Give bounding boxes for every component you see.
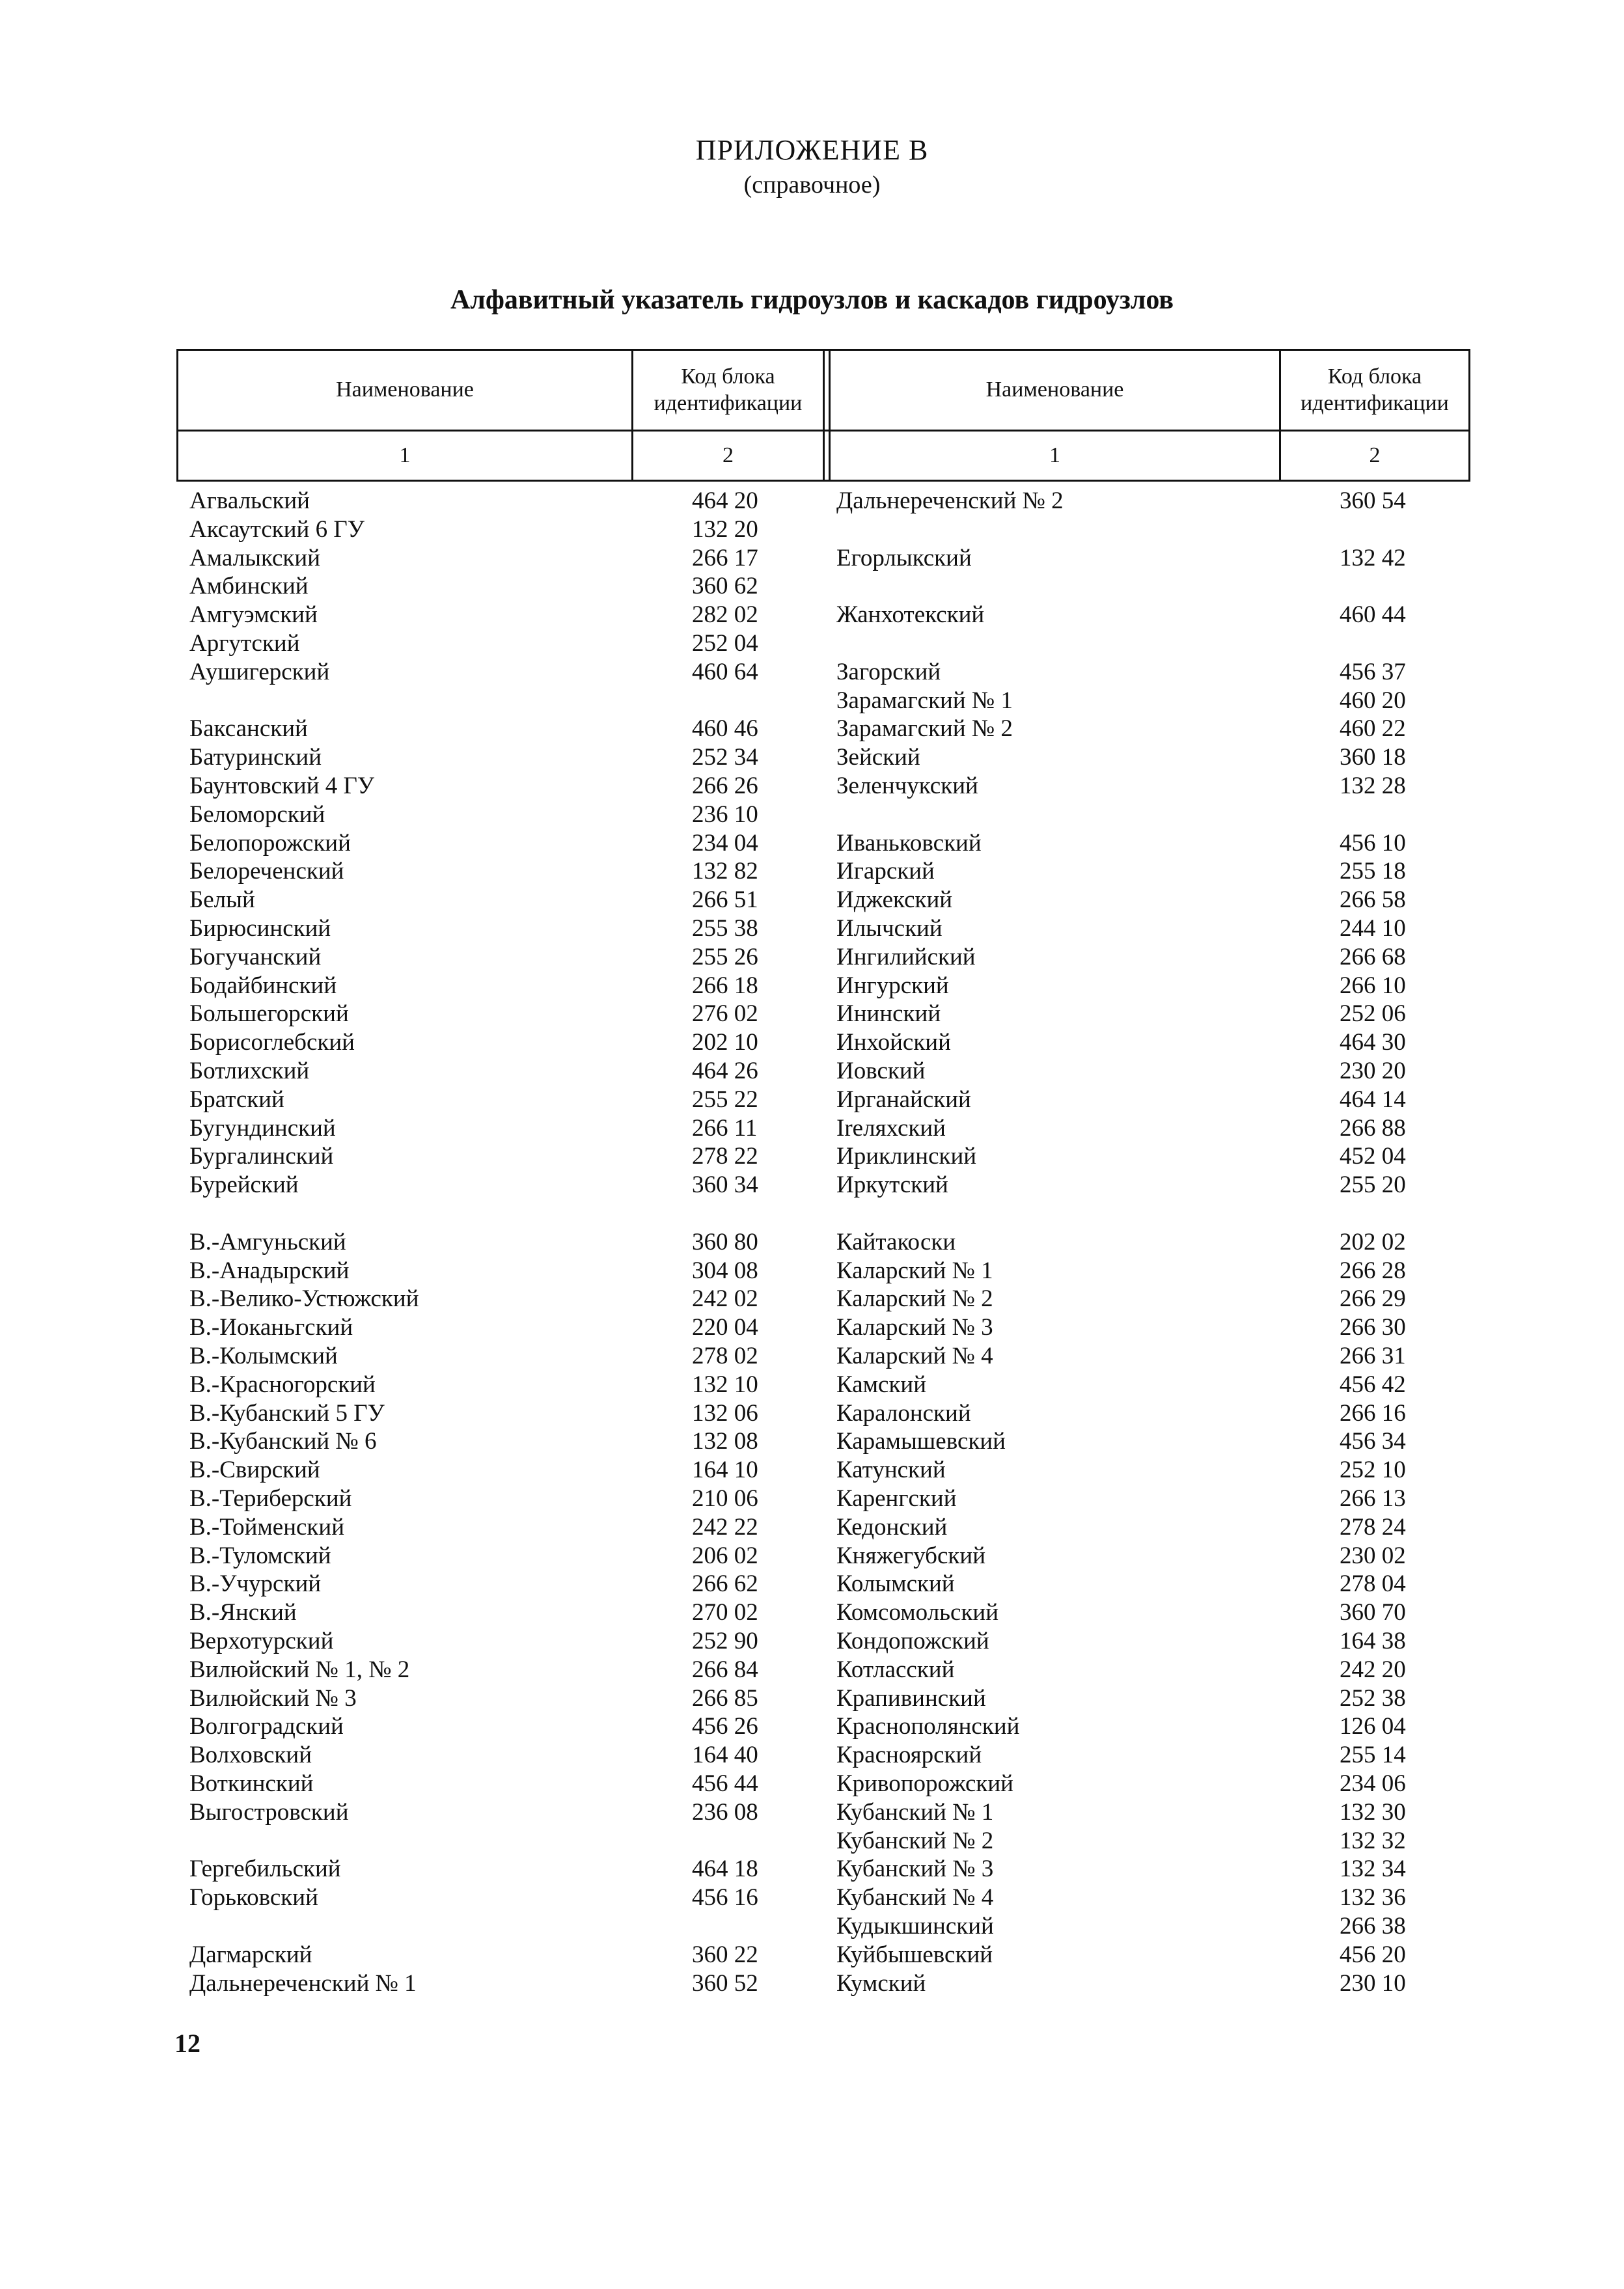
station-code: 132 32 [1340,1827,1406,1854]
station-code: 164 38 [1340,1628,1406,1654]
station-code: 464 14 [1340,1086,1406,1113]
station-name: Котласский [836,1656,955,1683]
table-row [0,1513,1624,1542]
station-name: Жанхотекский [836,601,985,629]
station-code: 464 18 [692,1856,758,1883]
station-name: Каралонский [836,1399,971,1427]
col-number-code-right: 2 [1369,443,1381,467]
page-number: 12 [174,2029,200,2058]
col-header-code-right: Код блока идентификации [1301,364,1449,415]
station-code: 266 11 [692,1114,758,1142]
station-code: 456 37 [1340,658,1406,685]
station-code: 460 64 [692,658,758,685]
table-row [0,1855,1624,1884]
station-name: Аксаутский 6 ГУ [189,515,365,543]
station-code: 456 42 [1340,1371,1406,1398]
station-code: 132 30 [1340,1798,1406,1826]
station-code: 464 30 [1340,1029,1406,1056]
station-code: 255 22 [692,1086,758,1113]
table-row [0,687,1624,715]
station-code: 132 42 [1340,544,1406,571]
table-header [176,349,1470,482]
station-name: Гергебильский [189,1856,341,1883]
col-header-code-left: Код блока идентификации [654,364,803,415]
table-row [0,1086,1624,1114]
table-row [0,1285,1624,1313]
station-name: Илычский [836,915,943,942]
station-code: 278 04 [1340,1570,1406,1598]
station-code: 255 26 [692,943,758,970]
station-name: В.-Кубанский 5 ГУ [189,1399,385,1427]
station-code: 360 80 [692,1228,758,1255]
station-name: Каларский № 2 [836,1285,993,1313]
station-name: Загорский [836,658,941,685]
station-code: 230 20 [1340,1058,1406,1084]
station-name: В.-Амгуньский [189,1228,346,1255]
station-code: 252 38 [1340,1684,1406,1712]
station-code: 132 82 [692,858,758,885]
station-code: 360 52 [692,1969,758,1997]
station-code: 242 22 [692,1513,758,1541]
station-name: Кубанский № 4 [836,1884,994,1912]
station-code: 266 10 [1340,972,1406,999]
table-row [0,544,1624,573]
table-row [0,886,1624,914]
station-name: Баксанский [189,715,308,743]
station-name: Иовский [836,1058,926,1084]
table-row [0,1941,1624,1969]
table-row [0,972,1624,1000]
table-row [0,515,1624,544]
station-code: 234 06 [1340,1770,1406,1797]
col-header-name-left: Наименование [336,377,474,402]
station-code: 266 68 [1340,943,1406,970]
station-name: Кривопорожский [836,1770,1013,1797]
station-name: Ингилийский [836,943,976,970]
station-name: Бодайбинский [189,972,337,999]
station-name: Каларский № 1 [836,1257,993,1284]
station-name: Бурейский [189,1172,299,1199]
station-code: 266 17 [692,544,758,571]
table-row [0,572,1624,601]
station-code: 360 54 [1340,487,1406,514]
station-name: Большегорский [189,1000,349,1028]
station-name: Комсомольский [836,1599,999,1626]
table-row [0,1342,1624,1371]
station-code: 456 44 [692,1770,758,1797]
station-code: 236 10 [692,801,758,828]
table-row [0,601,1624,629]
station-name: Каларский № 4 [836,1343,993,1369]
table-row [0,801,1624,829]
station-code: 266 38 [1340,1913,1406,1939]
table-row [0,772,1624,801]
station-code: 456 34 [1340,1428,1406,1455]
table-row [0,715,1624,743]
station-code: 460 46 [692,715,758,743]
station-name: Бургалинский [189,1143,334,1170]
station-code: 255 14 [1340,1742,1406,1769]
table-row [0,1171,1624,1199]
station-name: Кондопожский [836,1628,989,1654]
table-row [0,1770,1624,1798]
station-code: 266 30 [1340,1314,1406,1341]
station-name: В.-Янский [189,1599,297,1626]
station-code: 360 18 [1340,744,1406,771]
station-code: 460 22 [1340,715,1406,743]
station-name: Агвальский [189,487,310,514]
station-code: 266 28 [1340,1257,1406,1284]
station-code: 164 40 [692,1742,758,1769]
table-row [0,1000,1624,1028]
station-code: 278 24 [1340,1513,1406,1541]
station-name: Каларский № 3 [836,1314,993,1341]
station-code: 266 18 [692,972,758,999]
station-code: 132 10 [692,1371,758,1398]
station-code: 456 20 [1340,1941,1406,1968]
station-code: 304 08 [692,1257,758,1284]
table-row [0,658,1624,687]
station-code: 270 02 [692,1599,758,1626]
station-code: 255 18 [1340,858,1406,885]
table-row [0,943,1624,972]
station-name: Каренгский [836,1485,957,1512]
table-row [0,1570,1624,1598]
station-name: Вилюйский № 3 [189,1684,357,1712]
station-name: В.-Велико-Устюжский [189,1285,419,1313]
table-row [0,1969,1624,1998]
station-code: 242 20 [1340,1656,1406,1683]
station-code: 266 88 [1340,1114,1406,1142]
station-code: 202 02 [1340,1228,1406,1255]
station-name: Белореченский [189,858,344,885]
station-name: В.-Иоканьгский [189,1314,353,1341]
station-code: 210 06 [692,1485,758,1512]
station-code: 266 29 [1340,1285,1406,1313]
station-name: Верхотурский [189,1628,334,1654]
station-code: 266 26 [692,773,758,799]
station-name: Карамышевский [836,1428,1006,1455]
table-row [0,1228,1624,1257]
station-code: 252 90 [692,1628,758,1654]
station-code: 456 16 [692,1884,758,1912]
table-row [0,1542,1624,1570]
station-code: 266 84 [692,1656,758,1683]
station-code: 266 85 [692,1684,758,1712]
col-number-code-left: 2 [723,443,734,467]
station-name: В.-Тойменский [189,1513,345,1541]
station-name: Вилюйский № 1, № 2 [189,1656,410,1683]
station-name: Кудыкшинский [836,1913,994,1939]
station-name: В.-Свирский [189,1457,320,1484]
table-row [0,1684,1624,1713]
station-code: 126 04 [1340,1713,1406,1740]
station-name: Зарамагский № 2 [836,715,1013,743]
station-name: Колымский [836,1570,955,1598]
station-name: Братский [189,1086,284,1113]
col-header-name-right: Наименование [985,377,1124,402]
station-name: Белопорожский [189,829,351,857]
station-code: 360 34 [692,1172,758,1199]
station-code: 360 70 [1340,1599,1406,1626]
station-name: В.-Красногорский [189,1371,376,1398]
col-number-name-right: 1 [1049,443,1060,467]
station-code: 132 36 [1340,1884,1406,1912]
station-code: 255 38 [692,915,758,942]
station-code: 252 34 [692,744,758,771]
column-divider-main [823,351,825,480]
station-name: Иваньковский [836,829,982,857]
station-name: Аушигерский [189,658,330,685]
station-code: 282 02 [692,601,758,629]
station-name: Горьковский [189,1884,318,1912]
station-name: Кумский [836,1969,926,1997]
station-name: Волховский [189,1742,312,1769]
station-name: Иркутский [836,1172,948,1199]
table-row [0,857,1624,886]
station-code: 266 31 [1340,1343,1406,1369]
station-code: 464 26 [692,1058,758,1084]
station-name: Краснополянский [836,1713,1020,1740]
table-row [0,1257,1624,1285]
station-code: 230 10 [1340,1969,1406,1997]
table-row [0,1627,1624,1656]
station-code: 360 62 [692,573,758,600]
station-code: 452 04 [1340,1143,1406,1170]
station-code: 252 04 [692,630,758,657]
station-code: 132 20 [692,515,758,543]
station-name: Егорлыкский [836,544,972,571]
station-code: 266 51 [692,886,758,914]
station-name: В.-Туломский [189,1542,331,1569]
station-name: Красноярский [836,1742,982,1769]
station-name: В.-Териберский [189,1485,352,1512]
station-code: 255 20 [1340,1172,1406,1199]
station-name: Кубанский № 2 [836,1827,994,1854]
table-row [0,1142,1624,1171]
station-name: Ириклинский [836,1143,977,1170]
table-row [0,1028,1624,1057]
station-code: 266 16 [1340,1399,1406,1427]
station-name: Кедонский [836,1513,948,1541]
station-code: 460 20 [1340,687,1406,714]
station-code: 456 26 [692,1713,758,1740]
table-row [0,1598,1624,1627]
station-name: Зейский [836,744,920,771]
appendix-subtitle: (справочное) [743,171,881,199]
station-code: 252 10 [1340,1457,1406,1484]
station-name: Катунский [836,1457,946,1484]
station-name: Игарский [836,858,935,885]
station-code: 132 06 [692,1399,758,1427]
station-code: 276 02 [692,1000,758,1028]
station-code: 206 02 [692,1542,758,1569]
station-name: Кубанский № 1 [836,1798,994,1826]
station-name: В.-Колымский [189,1343,338,1369]
appendix-heading: ПРИЛОЖЕНИЕ В [695,134,929,166]
table-row [0,1114,1624,1143]
station-name: Зарамагский № 1 [836,687,1013,714]
station-code: 266 13 [1340,1485,1406,1512]
station-name: Инхойский [836,1029,951,1056]
table-row [0,1485,1624,1513]
station-name: В.-Анадырский [189,1257,350,1284]
table-row [0,1427,1624,1456]
station-name: Куйбышевский [836,1941,993,1968]
station-code: 456 10 [1340,829,1406,857]
station-name: В.-Кубанский № 6 [189,1428,377,1455]
station-name: Баунтовский 4 ГУ [189,773,375,799]
station-name: Аргутский [189,630,300,657]
col-number-name-left: 1 [399,443,411,467]
station-name: Крапивинский [836,1684,986,1712]
station-code: 460 44 [1340,601,1406,629]
document-title: Алфавитный указатель гидроузлов и каскадов гидроузлов [450,285,1174,315]
station-code: 266 58 [1340,886,1406,914]
station-code: 164 10 [692,1457,758,1484]
station-name: Дальнереченский № 2 [836,487,1064,514]
station-name: Дальнереченский № 1 [189,1969,417,1997]
station-name: Зеленчукский [836,773,978,799]
station-name: Беломорский [189,801,325,828]
station-name: Воткинский [189,1770,314,1797]
table-row [0,1371,1624,1399]
station-code: 464 20 [692,487,758,514]
station-code: 202 10 [692,1029,758,1056]
table-row [0,743,1624,772]
station-name: Борисоглебский [189,1029,355,1056]
station-name: Княжегубский [836,1542,986,1569]
table-row [0,487,1624,515]
table-row [0,1912,1624,1941]
station-name: Кайтакоски [836,1228,956,1255]
station-name: Бирюсинский [189,915,331,942]
table-row [0,1456,1624,1485]
station-name: Ингурский [836,972,949,999]
station-name: Ирганайский [836,1086,971,1113]
table-row [0,1712,1624,1741]
station-code: 230 02 [1340,1542,1406,1569]
station-name: Ireляхский [836,1114,946,1142]
table-row [0,1798,1624,1827]
station-name: Амбинский [189,573,309,600]
station-name: Белый [189,886,255,914]
table-row [0,629,1624,658]
station-code: 244 10 [1340,915,1406,942]
station-name: Ининский [836,1000,941,1028]
station-code: 360 22 [692,1941,758,1968]
station-name: Ботлихский [189,1058,310,1084]
table-row [0,1057,1624,1086]
station-name: Батуринский [189,744,322,771]
station-name: В.-Учурский [189,1570,322,1598]
station-name: Амалыкский [189,544,321,571]
table-row [0,829,1624,858]
station-name: Кубанский № 3 [836,1856,994,1883]
station-name: Дагмарский [189,1941,312,1968]
table-row [0,1656,1624,1684]
station-name: Камский [836,1371,927,1398]
station-code: 132 28 [1340,773,1406,799]
table-row [0,1199,1624,1228]
station-code: 242 02 [692,1285,758,1313]
station-code: 132 34 [1340,1856,1406,1883]
station-name: Амгуэмский [189,601,318,629]
table-row [0,1313,1624,1342]
station-name: Выгостровский [189,1798,349,1826]
station-code: 266 62 [692,1570,758,1598]
station-code: 252 06 [1340,1000,1406,1028]
table-row [0,1399,1624,1428]
table-row [0,1741,1624,1770]
station-code: 236 08 [692,1798,758,1826]
station-code: 278 22 [692,1143,758,1170]
station-name: Богучанский [189,943,322,970]
station-code: 220 04 [692,1314,758,1341]
station-name: Иджекский [836,886,953,914]
station-name: Волгоградский [189,1713,344,1740]
table-row [0,914,1624,943]
station-code: 132 08 [692,1428,758,1455]
station-code: 278 02 [692,1343,758,1369]
station-code: 234 04 [692,829,758,857]
table-row [0,1827,1624,1856]
table-row [0,1884,1624,1912]
station-name: Бугундинский [189,1114,336,1142]
